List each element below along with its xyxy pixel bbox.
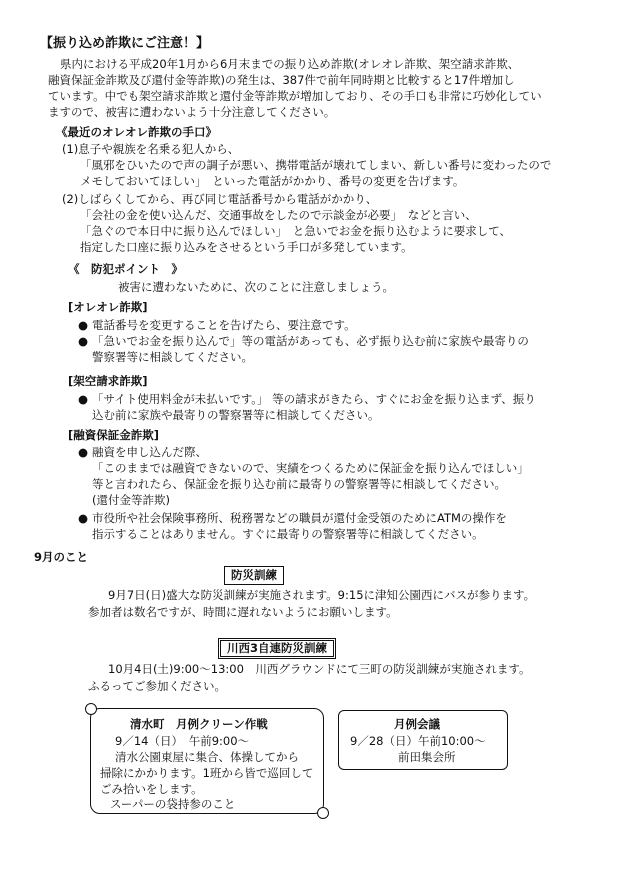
cleanup-title: 清水町 月例クリーン作戦 (130, 717, 268, 731)
ore-title: [オレオレ詐欺] (68, 300, 148, 314)
ore-item-1: 電話番号を変更することを告げたら、要注意です。 (92, 318, 356, 332)
meeting-line-2: 前田集会所 (398, 750, 456, 764)
intro-line-2: 融資保証金詐欺及び還付金等詐欺)の発生は、387件で前年同時期と比較すると17件増加し (48, 73, 515, 87)
method-line-6: 「急ぐので本日中に振り込んでほしい」 と急いでお金を振り込むように要求して、 (80, 224, 512, 238)
method-line-3: メモしておいてほしい」 といった電話がかかり、番号の変更を告げます。 (80, 174, 465, 188)
bullet-icon: ● (78, 392, 89, 406)
ore-item-3: 警察署等に相談してください。 (92, 350, 253, 364)
september-heading: 9月のこと (34, 550, 89, 564)
joint-drill-title: 川西3自連防災訓練 (218, 638, 336, 659)
bullet-icon: ● (78, 318, 89, 332)
yuushi-title: [融資保証金詐欺] (68, 428, 160, 442)
kaku-item-2: 込む前に家族や最寄りの警察署等に相談してください。 (92, 408, 380, 422)
drill-line-2: 参加者は数名ですが、時間に遅れないようにお願いします。 (88, 605, 398, 619)
cleanup-line-5: スーパーの袋持参のこと (110, 797, 236, 811)
ore-item-2: 「急いでお金を振り込んで」等の電話があっても、必ず振り込む前に家族や最寄りの (92, 334, 529, 348)
kaku-title: [架空請求詐欺] (68, 374, 148, 388)
method-line-5: 「会社の金を使い込んだ、交通事故をしたので示談金が必要」 などと言い、 (80, 208, 477, 222)
method-line-4: (2)しばらくしてから、再び同じ電話番号から電話がかかり、 (62, 192, 378, 206)
yuushi-item-6: 指示することはありません。すぐに最寄りの警察署等に相談してください。 (92, 527, 484, 541)
bullet-icon: ● (78, 334, 89, 348)
yuushi-item-1: 融資を申し込んだ際、 (92, 445, 207, 459)
cleanup-line-3: 掃除にかかります。1班から皆で巡回して (100, 766, 314, 780)
yuushi-item-2: 「このままでは融資できないので、実績をつくるために保証金を振り込んでほしい」 (92, 461, 529, 475)
meeting-title: 月例会議 (394, 717, 440, 731)
method-line-1: (1)息子や親族を名乗る犯人から、 (62, 142, 240, 156)
intro-line-3: ています。中でも架空請求詐欺と還付金等詐欺が増加しており、その手口も非常に巧妙化してい (48, 89, 542, 103)
joint-line-2: ふるってご参加ください。 (88, 679, 226, 693)
notice-title: 【振り込め詐欺にご注意！】 (40, 36, 210, 51)
points-heading: 《 防犯ポイント 》 (68, 262, 183, 276)
drill-line-1: 9月7日(日)盛大な防災訓練が実施されます。9:15に津知公園西にバスが参ります。 (108, 588, 536, 602)
yuushi-item-3: 等と言われたら、保証金を振り込む前に最寄りの警察署等に相談してください。 (92, 477, 506, 491)
cleanup-line-1: 9／14（日） 午前9:00～ (115, 734, 250, 748)
yuushi-item-4: (還付金等詐欺) (92, 493, 170, 507)
intro-line-4: ますので、被害に遭わないよう十分注意してください。 (48, 105, 336, 119)
drill-title: 防災訓練 (224, 566, 284, 585)
yuushi-item-5: 市役所や社会保険事務所、税務署などの職員が還付金受領のためにATMの操作を (92, 511, 507, 525)
cleanup-line-4: ごみ拾いをします。 (100, 782, 203, 796)
method-line-7: 指定した口座に振り込みをさせるという手口が多発しています。 (80, 240, 413, 254)
points-intro: 被害に遭わないために、次のことに注意しましょう。 (118, 280, 394, 294)
joint-line-1: 10月4日(土)9:00～13:00 川西グラウンドにて三町の防災訓練が実施されます。 (108, 662, 531, 676)
cleanup-line-2: 清水公園東屋に集合、体操してから (115, 750, 299, 764)
meeting-line-1: 9／28（日）午前10:00～ (350, 734, 486, 748)
intro-line-1: 県内における平成20年1月から6月末までの振り込め詐欺(オレオレ詐欺、架空請求詐欺、 (60, 57, 520, 71)
kaku-item-1: 「サイト使用料金が未払いです。」 等の請求がきたら、すぐにお金を振り込まず、振り (92, 392, 536, 406)
method-heading: 《最近のオレオレ詐欺の手口》 (56, 125, 217, 139)
bullet-icon: ● (78, 511, 89, 525)
bullet-icon: ● (78, 445, 89, 459)
method-line-2: 「風邪をひいたので声の調子が悪い、携帯電話が壊れてしまい、新しい番号に変わったので (80, 158, 552, 172)
